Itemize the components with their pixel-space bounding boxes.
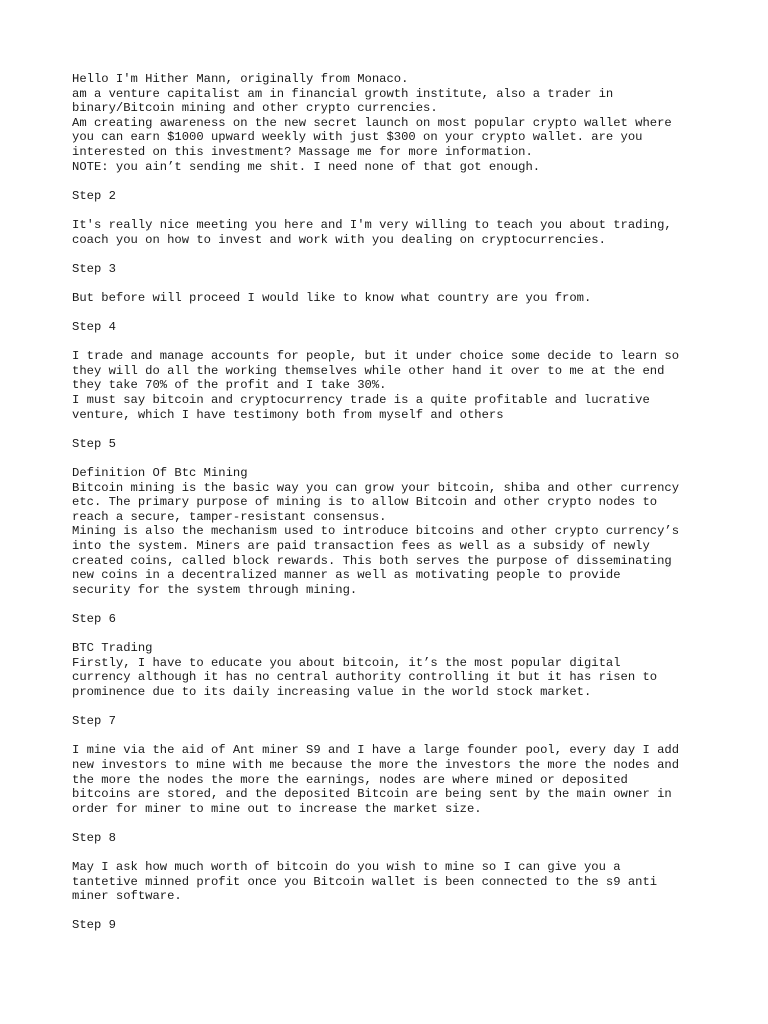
paragraph <box>72 641 722 699</box>
text-line: Step 3 <box>72 261 116 276</box>
paragraph <box>72 218 722 247</box>
text-line: tantetive minned profit once you Bitcoin wallet is been connected to the s9 anti <box>72 874 658 889</box>
text-line: Mining is also the mechanism used to introduce bitcoins and other crypto currency’s <box>72 524 680 539</box>
text-line: new investors to mine with me because the more the investors the more the nodes and <box>72 757 680 772</box>
text-line: Step 9 <box>72 918 116 933</box>
text-line: Step 5 <box>72 436 116 451</box>
paragraph <box>72 743 722 816</box>
step-heading <box>72 612 722 627</box>
text-line: Am creating awareness on the new secret launch on most popular crypto wallet where <box>72 115 672 130</box>
text-line: binary/Bitcoin mining and other crypto currencies. <box>72 101 438 116</box>
step-heading <box>72 262 722 277</box>
text-line: Bitcoin mining is the basic way you can grow your bitcoin, shiba and other currency <box>72 480 680 495</box>
text-line: But before will proceed I would like to know what country are you from. <box>72 290 592 305</box>
text-line: coach you on how to invest and work with you dealing on cryptocurrencies. <box>72 232 606 247</box>
step-heading <box>72 189 722 204</box>
text-line: venture, which I have testimony both from myself and others <box>72 407 504 422</box>
step-heading <box>72 918 722 933</box>
text-line: they take 70% of the profit and I take 30%. <box>72 378 387 393</box>
text-line: interested on this investment? Massage me for more information. <box>72 144 533 159</box>
text-line: security for the system through mining. <box>72 582 358 597</box>
step-heading <box>72 320 722 335</box>
text-line: miner software. <box>72 889 182 904</box>
text-line: Definition Of Btc Mining <box>72 466 248 481</box>
text-line: order for miner to mine out to increase the market size. <box>72 801 482 816</box>
text-line: etc. The primary purpose of mining is to allow Bitcoin and other crypto nodes to <box>72 495 658 510</box>
text-line: you can earn $1000 upward weekly with just $300 on your crypto wallet. are you <box>72 130 643 145</box>
text-line: currency although it has no central authority controlling it but it has risen to <box>72 670 658 685</box>
text-line: created coins, called block rewards. This both serves the purpose of disseminating <box>72 553 672 568</box>
text-line: prominence due to its daily increasing value in the world stock market. <box>72 684 592 699</box>
text-line: It's really nice meeting you here and I'm very willing to teach you about trading, <box>72 217 672 232</box>
text-line: reach a secure, tamper-resistant consensus. <box>72 509 387 524</box>
document-page <box>72 72 722 948</box>
text-line: bitcoins are stored, and the deposited Bitcoin are being sent by the main owner in <box>72 787 672 802</box>
text-line: am a venture capitalist am in financial growth institute, also a trader in <box>72 86 614 101</box>
paragraph <box>72 291 722 306</box>
text-line: Step 2 <box>72 188 116 203</box>
text-line: I must say bitcoin and cryptocurrency trade is a quite profitable and lucrative <box>72 393 650 408</box>
text-line: they will do all the working themselves while other hand it over to me at the end <box>72 363 665 378</box>
text-line: Hello I'm Hither Mann, originally from Monaco. <box>72 72 409 86</box>
text-line: BTC Trading <box>72 641 153 656</box>
text-line: the more the nodes the more the earnings, nodes are where mined or deposited <box>72 772 628 787</box>
text-line: Step 6 <box>72 611 116 626</box>
paragraph <box>72 466 722 597</box>
text-line: I trade and manage accounts for people, but it under choice some decide to learn so <box>72 349 680 364</box>
step-heading <box>72 714 722 729</box>
paragraph <box>72 860 722 904</box>
text-line: May I ask how much worth of bitcoin do you wish to mine so I can give you a <box>72 860 621 875</box>
text-line: NOTE: you ain’t sending me shit. I need none of that got enough. <box>72 159 541 174</box>
text-line: into the system. Miners are paid transaction fees as well as a subsidy of newly <box>72 539 650 553</box>
step-heading <box>72 831 722 846</box>
step-heading <box>72 437 722 452</box>
text-line: new coins in a decentralized manner as well as motivating people to provide <box>72 568 621 583</box>
paragraph <box>72 349 722 422</box>
text-line: Step 8 <box>72 830 116 845</box>
text-line: Step 7 <box>72 714 116 729</box>
text-line: Firstly, I have to educate you about bitcoin, it’s the most popular digital <box>72 655 621 670</box>
text-line: I mine via the aid of Ant miner S9 and I have a large founder pool, every day I add <box>72 743 680 758</box>
paragraph <box>72 72 722 174</box>
text-line: Step 4 <box>72 320 116 335</box>
